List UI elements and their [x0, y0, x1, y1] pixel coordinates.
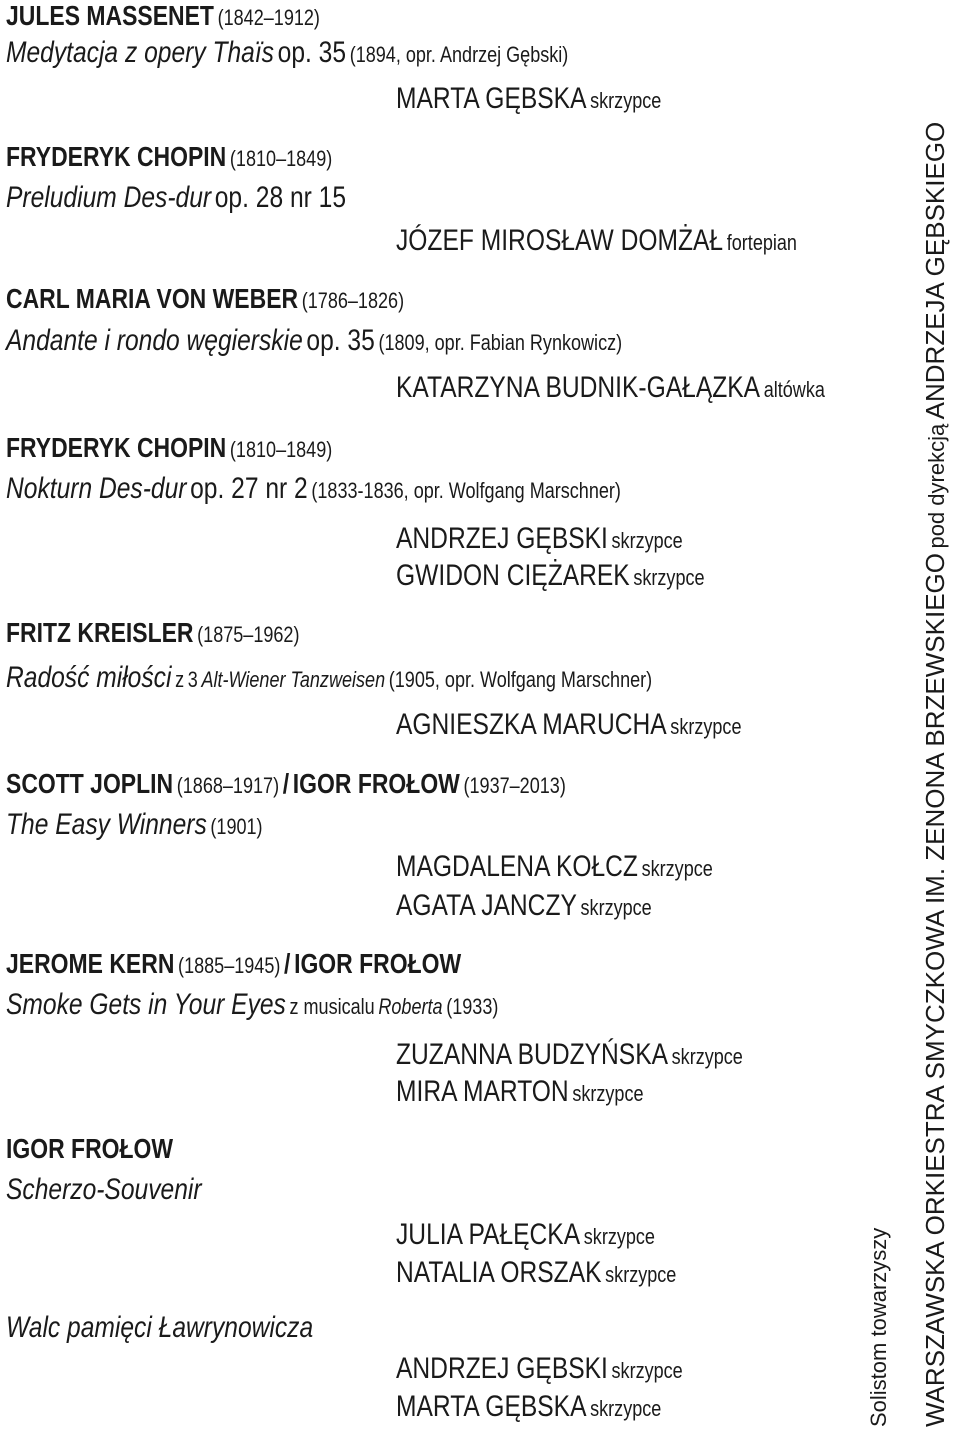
performer: [396, 561, 705, 591]
composer-name: CARL MARIA VON WEBER: [6, 283, 299, 314]
work-details: (1901): [210, 814, 263, 839]
composer-line: [6, 2, 320, 30]
work-title: Radość miłości: [6, 661, 172, 694]
composer-line: [6, 143, 332, 171]
performer-name: AGNIESZKA MARUCHA: [396, 708, 667, 741]
performer-instrument: skrzypce: [572, 1081, 644, 1106]
work-details: (1905, opr. Wolfgang Marschner): [388, 667, 653, 692]
composer-line: [6, 285, 404, 313]
composer-line: [6, 619, 299, 647]
performer-name: JULIA PAŁĘCKA: [396, 1218, 581, 1251]
work-source: Roberta: [378, 994, 443, 1019]
performer: [396, 226, 797, 256]
composer-name: SCOTT JOPLIN: [6, 768, 174, 799]
direction-label: pod dyrekcją: [924, 423, 949, 549]
work-details: (1809, opr. Fabian Rynkowicz): [378, 330, 623, 355]
sidebar-accompaniment-text: Solistom towarzyszy: [866, 1227, 891, 1427]
performer-instrument: skrzypce: [633, 565, 705, 590]
sidebar-accompaniment: [868, 1228, 890, 1427]
arranger-dates: (1937–2013): [463, 773, 566, 798]
work-connector: z musicalu: [289, 994, 375, 1019]
performer-name: MARTA GĘBSKA: [396, 1390, 587, 1423]
work-title: Walc pamięci Ławrynowicza: [6, 1311, 314, 1344]
performer-instrument: skrzypce: [605, 1262, 677, 1287]
arranger-name: IGOR FROŁOW: [294, 948, 462, 979]
performer-name: GWIDON CIĘŻAREK: [396, 559, 630, 592]
work-opus: op. 35: [306, 324, 375, 357]
performer: [396, 1354, 683, 1384]
performer-instrument: skrzypce: [670, 714, 742, 739]
performer-instrument: skrzypce: [590, 88, 662, 113]
performer-instrument: skrzypce: [580, 895, 652, 920]
performer-name: ANDRZEJ GĘBSKI: [396, 1352, 608, 1385]
performer-instrument: skrzypce: [590, 1396, 662, 1421]
performer-instrument: skrzypce: [641, 856, 713, 881]
performer: [396, 891, 652, 921]
performer: [396, 524, 683, 554]
composer-dates: (1842–1912): [217, 5, 320, 30]
work-title: Medytacja z opery Thaïs: [6, 36, 274, 69]
work-source: Alt-Wiener Tanzweisen: [201, 667, 386, 692]
performer: [396, 1077, 644, 1107]
work-title: Andante i rondo węgierskie: [6, 324, 303, 357]
composer-name: JEROME KERN: [6, 948, 175, 979]
work-title: Scherzo-Souvenir: [6, 1173, 202, 1206]
sidebar-orchestra: [922, 122, 948, 1427]
performer: [396, 852, 713, 882]
performer-name: MARTA GĘBSKA: [396, 82, 587, 115]
work-title: Smoke Gets in Your Eyes: [6, 988, 286, 1021]
composer-dates: (1885–1945): [178, 953, 281, 978]
performer: [396, 1040, 743, 1070]
work-line: [6, 810, 263, 840]
performer: [396, 84, 661, 114]
performer-instrument: fortepian: [726, 230, 797, 255]
performer-name: JÓZEF MIROSŁAW DOMŻAŁ: [396, 224, 724, 257]
performer-name: ZUZANNA BUDZYŃSKA: [396, 1038, 669, 1071]
performer-instrument: skrzypce: [583, 1224, 655, 1249]
performer: [396, 710, 741, 740]
performer-name: AGATA JANCZY: [396, 889, 577, 922]
composer-dates: (1810–1849): [229, 437, 333, 462]
arranger-name: IGOR FROŁOW: [292, 768, 460, 799]
conductor-name: ANDRZEJA GĘBSKIEGO: [920, 121, 950, 420]
work-line: [6, 474, 621, 504]
composer-name: FRITZ KREISLER: [6, 617, 194, 648]
performer-name: ANDRZEJ GĘBSKI: [396, 522, 608, 555]
performer: [396, 1392, 661, 1422]
performer: [396, 1258, 676, 1288]
performer-instrument: skrzypce: [611, 528, 683, 553]
performer: [396, 1220, 655, 1250]
composer-dates: (1786–1826): [301, 288, 405, 313]
work-opus: op. 27 nr 2: [190, 472, 308, 505]
performer-name: NATALIA ORSZAK: [396, 1256, 602, 1289]
work-line: [6, 326, 622, 356]
composer-dates: (1810–1849): [229, 146, 333, 171]
orchestra-name: WARSZAWSKA ORKIESTRA SMYCZKOWA IM. ZENONA BRZEWSKIEGO: [920, 553, 950, 1427]
composer-name: FRYDERYK CHOPIN: [6, 141, 227, 172]
work-details: (1833-1836, opr. Wolfgang Marschner): [311, 478, 621, 503]
performer: [396, 373, 825, 403]
separator: /: [282, 768, 290, 799]
work-opus: op. 28 nr 15: [214, 181, 347, 214]
work-line: [6, 990, 498, 1020]
performer-name: MAGDALENA KOŁCZ: [396, 850, 638, 883]
performer-name: MIRA MARTON: [396, 1075, 569, 1108]
composer-line: [6, 1135, 173, 1163]
composer-name: IGOR FROŁOW: [6, 1133, 174, 1164]
work-line: [6, 38, 568, 68]
composer-line: [6, 434, 332, 462]
composer-line: [6, 950, 461, 978]
work-line: [6, 1313, 313, 1343]
separator: /: [284, 948, 291, 979]
work-line: [6, 1175, 202, 1205]
work-title: The Easy Winners: [6, 808, 207, 841]
work-opus: op. 35: [277, 36, 347, 69]
performer-instrument: skrzypce: [611, 1358, 683, 1383]
work-title: Nokturn Des-dur: [6, 472, 187, 505]
composer-name: JULES MASSENET: [6, 0, 214, 31]
performer-name: KATARZYNA BUDNIK-GAŁĄZKA: [396, 371, 761, 404]
performer-instrument: skrzypce: [671, 1044, 743, 1069]
work-line: [6, 663, 652, 693]
work-details: (1933): [446, 994, 499, 1019]
composer-line: [6, 770, 566, 798]
work-line: [6, 183, 346, 213]
composer-dates: (1868–1917): [176, 773, 280, 798]
work-title: Preludium Des-dur: [6, 181, 212, 214]
work-connector: z: [175, 667, 185, 692]
performer-instrument: altówka: [763, 377, 825, 402]
work-source-number: 3: [187, 667, 198, 692]
composer-name: FRYDERYK CHOPIN: [6, 432, 227, 463]
work-details: (1894, opr. Andrzej Gębski): [349, 42, 569, 67]
composer-dates: (1875–1962): [197, 622, 300, 647]
